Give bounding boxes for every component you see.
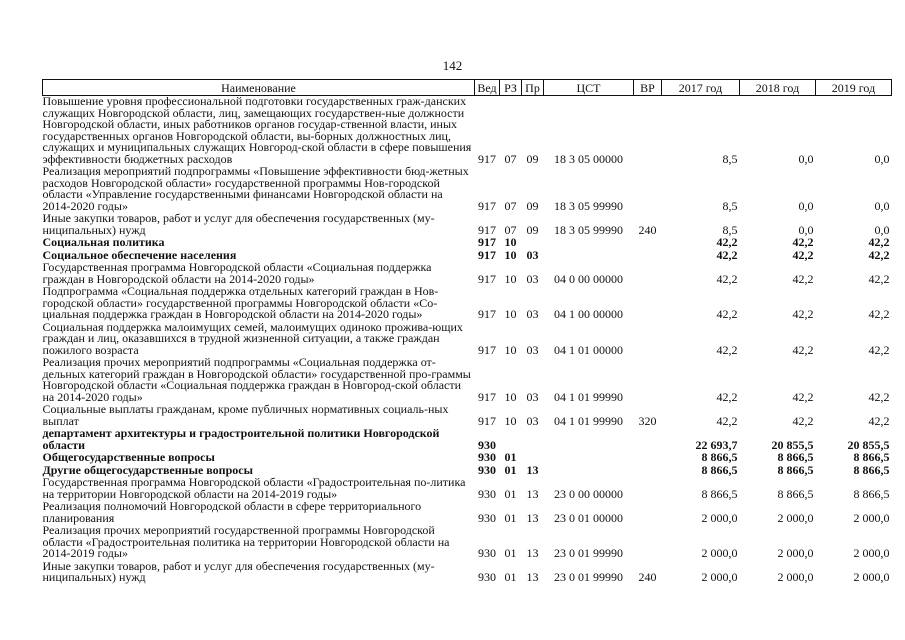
cell-2019: 8 866,5	[853, 462, 890, 477]
cell-2017: 8,5	[722, 151, 738, 166]
cell-2019: 2 000,0	[853, 510, 890, 525]
cell-pr: 09	[526, 151, 539, 166]
cell-name: Реализация полномочий Новгородской области в сфере территориального планирования	[42, 499, 422, 525]
cell-vr: 320	[638, 413, 657, 428]
cell-pr: 03	[526, 413, 539, 428]
cell-cst	[544, 428, 634, 452]
cell-pr: 09	[526, 198, 539, 213]
cell-2017: 42,2	[716, 307, 738, 321]
cell-2018: 8 866,5	[777, 462, 814, 477]
table-row	[43, 286, 892, 322]
cell-rz: 10	[504, 413, 517, 428]
cell-name: Общегосударственные вопросы	[42, 450, 215, 464]
cell-cst	[544, 250, 634, 263]
cell-vr	[634, 501, 662, 525]
cell-vr	[634, 465, 662, 478]
cell-name: Социальная политика	[42, 235, 165, 249]
cell-cst: 04 0 00 00000	[554, 271, 623, 286]
cell-2017: 42,2	[716, 235, 738, 249]
cell-2019: 42,2	[868, 413, 890, 428]
cell-vr	[634, 477, 662, 501]
cell-cst: 23 0 01 00000	[554, 510, 623, 525]
cell-pr: 03	[526, 271, 539, 286]
cell-2018: 2 000,0	[777, 546, 814, 560]
cell-cst: 18 3 05 00000	[554, 151, 623, 166]
cell-2017: 2 000,0	[701, 546, 738, 560]
cell-ved: 917	[478, 271, 496, 286]
col-header-name: Наименование	[43, 80, 475, 96]
cell-cst: 23 0 00 00000	[554, 486, 623, 501]
cell-name: Иные закупки товаров, работ и услуг для обеспечения государственных (му-ниципальных) нужд	[42, 558, 435, 584]
cell-cst: 18 3 05 99990	[554, 198, 623, 213]
cell-ved: 917	[478, 222, 496, 237]
cell-2018: 42,2	[792, 271, 814, 286]
cell-2019: 8 866,5	[853, 486, 890, 501]
cell-2018: 8 866,5	[777, 450, 814, 464]
cell-2018: 0,0	[798, 198, 814, 213]
cell-ved: 930	[478, 486, 496, 501]
cell-rz: 07	[504, 222, 517, 237]
table-body	[43, 96, 892, 585]
cell-cst	[544, 465, 634, 478]
table-row	[43, 357, 892, 404]
page-number: 142	[442, 58, 463, 73]
cell-2018: 42,2	[792, 307, 814, 321]
cell-rz: 10	[504, 342, 517, 357]
cell-name: Подпрограмма «Социальная поддержка отдельных категорий граждан в Нов-городской области» государственной программы Новгородской области «Со-циальная поддержка граждан в Новгородской области на 2014-2020 годы»	[42, 284, 439, 321]
cell-2018: 20 855,5	[771, 437, 814, 452]
table-row	[43, 561, 892, 585]
cell-2017: 2 000,0	[701, 510, 738, 525]
cell-2019: 2 000,0	[853, 546, 890, 560]
table-row	[43, 166, 892, 213]
table-row	[43, 96, 892, 167]
cell-vr	[634, 428, 662, 452]
cell-2019: 42,2	[868, 247, 890, 262]
cell-2019: 8 866,5	[853, 450, 890, 464]
cell-name: Государственная программа Новгородской области «Градостроительная по-литика на территории Новгородской области на 2014-2019 годы»	[42, 475, 466, 501]
table-row	[43, 525, 892, 561]
cell-name: Иные закупки товаров, работ и услуг для обеспечения государственных (му-ниципальных) нужд	[42, 211, 435, 237]
cell-2017: 42,2	[716, 389, 738, 404]
cell-rz: 01	[504, 510, 517, 525]
cell-vr	[634, 357, 662, 404]
cell-cst: 04 1 00 00000	[554, 307, 623, 321]
cell-rz: 10	[504, 307, 517, 321]
cell-name: Социальная поддержка малоимущих семей, малоимущих одиноко прожива-ющих граждан и лиц, оказавшихся в трудной жизненной ситуации, а также граждан пожилого возраста	[42, 319, 463, 357]
cell-2018: 2 000,0	[777, 570, 814, 584]
cell-rz: 10	[504, 389, 517, 404]
cell-ved: 930	[478, 546, 496, 560]
cell-vr	[634, 250, 662, 263]
cell-2018: 42,2	[792, 389, 814, 404]
cell-rz: 10	[504, 235, 517, 249]
cell-name: Социальное обеспечение населения	[42, 247, 237, 262]
cell-pr: 13	[526, 462, 539, 477]
table-row	[43, 213, 892, 237]
cell-2018: 42,2	[792, 342, 814, 357]
cell-2018: 0,0	[798, 222, 814, 237]
cell-vr: 240	[638, 222, 657, 237]
cell-rz: 01	[504, 450, 517, 464]
cell-vr	[634, 322, 662, 358]
cell-2019: 20 855,5	[847, 437, 890, 452]
budget-table	[42, 79, 892, 585]
cell-pr	[522, 428, 544, 452]
cell-2017: 8 866,5	[701, 486, 738, 501]
cell-ved: 930	[478, 510, 496, 525]
cell-vr	[634, 262, 662, 286]
col-header-vr: ВР	[634, 80, 662, 96]
cell-2018: 42,2	[792, 413, 814, 428]
cell-vr	[634, 237, 662, 250]
cell-rz: 10	[504, 247, 517, 262]
cell-2018: 0,0	[798, 151, 814, 166]
col-header-ved: Вед	[475, 80, 500, 96]
cell-vr	[634, 525, 662, 561]
col-header-cst: ЦСТ	[544, 80, 634, 96]
cell-2017: 2 000,0	[701, 570, 738, 584]
cell-cst: 18 3 05 99990	[554, 222, 623, 237]
table-row	[43, 477, 892, 501]
cell-ved: 917	[478, 307, 496, 321]
cell-pr: 03	[526, 307, 539, 321]
cell-pr: 09	[526, 222, 539, 237]
cell-cst: 04 1 01 99990	[554, 389, 623, 404]
cell-2019: 42,2	[868, 235, 890, 249]
cell-pr: 03	[526, 342, 539, 357]
cell-name: Реализация прочих мероприятий подпрограммы «Социальная поддержка от-дельных категорий граждан в Новгородской области» государственной про-граммы Новгородской области «Социальная поддержка граждан в Новгород-ской области на 2014-2020 годы»	[42, 355, 471, 404]
cell-vr	[634, 96, 662, 167]
cell-pr: 13	[526, 570, 539, 584]
cell-2019: 0,0	[874, 198, 890, 213]
cell-name: Социальные выплаты гражданам, кроме публичных нормативных социаль-ных выплат	[42, 402, 449, 428]
cell-2017: 22 693,7	[695, 437, 738, 452]
cell-name: Повышение уровня профессиональной подготовки государственных граж-данских служащих Новгородской области, лиц, замещающих государствен-ные должности Новгородской области, иных работников органов государ-ственной власти, иных государственных органов Новгородской области, вы-борных должностных лиц, служащих и муниципальных служащих Новгород-ской области в сфере повышения эффективности бюджетных расходов	[42, 94, 472, 166]
col-header-rz: РЗ	[500, 80, 522, 96]
cell-2018: 42,2	[792, 247, 814, 262]
cell-cst: 23 0 01 99990	[554, 546, 623, 560]
cell-2018: 2 000,0	[777, 510, 814, 525]
cell-cst	[544, 237, 634, 250]
cell-ved: 917	[478, 247, 496, 262]
cell-rz: 01	[504, 462, 517, 477]
cell-2017: 8 866,5	[701, 462, 738, 477]
cell-ved: 917	[478, 413, 496, 428]
cell-2019: 42,2	[868, 307, 890, 321]
cell-pr: 03	[526, 389, 539, 404]
cell-2017: 42,2	[716, 247, 738, 262]
cell-rz: 10	[504, 271, 517, 286]
cell-2019: 0,0	[874, 222, 890, 237]
table-row	[43, 404, 892, 428]
cell-pr: 13	[526, 486, 539, 501]
cell-cst: 04 1 01 99990	[554, 413, 623, 428]
cell-2017: 8,5	[722, 222, 738, 237]
cell-ved: 917	[478, 198, 496, 213]
cell-ved: 917	[478, 342, 496, 357]
cell-rz: 01	[504, 486, 517, 501]
table-row	[43, 262, 892, 286]
table-row	[43, 322, 892, 358]
cell-vr: 240	[638, 570, 657, 584]
table-row	[43, 501, 892, 525]
cell-2017: 42,2	[716, 271, 738, 286]
cell-2019: 42,2	[868, 271, 890, 286]
cell-rz: 01	[504, 546, 517, 560]
cell-ved: 917	[478, 235, 496, 249]
cell-cst: 23 0 01 99990	[554, 570, 623, 584]
cell-name: Реализация прочих мероприятий государственной программы Новгородской области «Градостроительная политика на территории Новгородской области на 2014-2019 годы»	[42, 523, 450, 560]
cell-pr: 13	[526, 546, 539, 560]
col-header-2017: 2017 год	[662, 80, 740, 96]
cell-2017: 8,5	[722, 198, 738, 213]
cell-2019: 42,2	[868, 342, 890, 357]
cell-2019: 2 000,0	[853, 570, 890, 584]
cell-name: Другие общегосударственные вопросы	[42, 462, 253, 477]
col-header-pr: Пр	[522, 80, 544, 96]
cell-rz: 07	[504, 198, 517, 213]
cell-rz	[500, 428, 522, 452]
col-header-2018: 2018 год	[740, 80, 816, 96]
cell-2019: 0,0	[874, 151, 890, 166]
cell-pr: 13	[526, 510, 539, 525]
cell-ved: 930	[478, 462, 496, 477]
cell-vr	[634, 286, 662, 322]
cell-2019: 42,2	[868, 389, 890, 404]
cell-2017: 8 866,5	[701, 450, 738, 464]
cell-2017: 42,2	[716, 342, 738, 357]
cell-ved: 917	[478, 389, 496, 404]
cell-2018: 8 866,5	[777, 486, 814, 501]
cell-ved: 930	[478, 437, 496, 452]
cell-cst: 04 1 01 00000	[554, 342, 623, 357]
cell-vr	[634, 166, 662, 213]
table-row	[43, 428, 892, 452]
cell-rz: 07	[504, 151, 517, 166]
cell-pr: 03	[526, 247, 539, 262]
cell-cst	[544, 452, 634, 465]
cell-vr	[634, 452, 662, 465]
cell-2017: 42,2	[716, 413, 738, 428]
cell-name: Реализация мероприятий подпрограммы «Повышение эффективности бюд-жетных расходов Новгородской области» государственной программы Нов-городской области «Управление государственными финансами Новгородской области на 2014-2020 годы»	[42, 164, 469, 213]
cell-rz: 01	[504, 570, 517, 584]
cell-name: Государственная программа Новгородской области «Социальная поддержка граждан в Новгородской области на 2014-2020 годы»	[42, 260, 432, 286]
cell-2018: 42,2	[792, 235, 814, 249]
cell-ved: 930	[478, 450, 496, 464]
cell-ved: 930	[478, 570, 496, 584]
cell-name: департамент архитектуры и градостроительной политики Новгородской области	[42, 426, 440, 452]
cell-ved: 917	[478, 151, 496, 166]
col-header-2019: 2019 год	[816, 80, 892, 96]
